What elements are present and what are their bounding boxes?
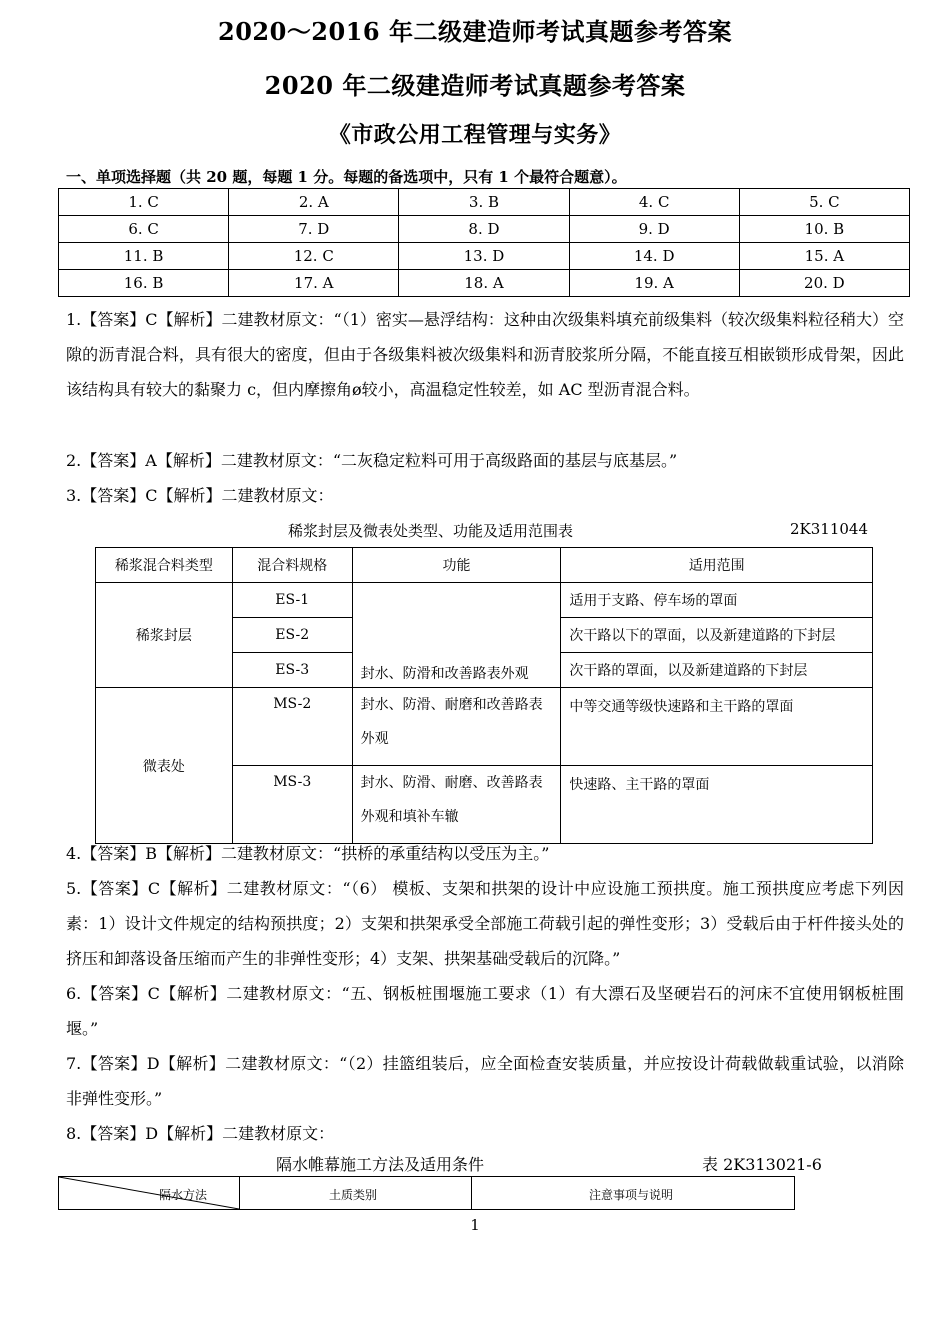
answer-cell: 3. B (399, 189, 569, 216)
scope-cell: 快速路、主干路的罩面 (561, 766, 873, 844)
column-divider (239, 1177, 240, 1209)
header-cell: 稀浆混合料类型 (96, 548, 233, 583)
spec-cell: ES-2 (232, 618, 352, 653)
table-header-row (96, 548, 873, 583)
sub-title: 2020 年二级建造师考试真题参考答案 (264, 71, 686, 100)
explanation-7: 7.【答案】D【解析】二建教材原文：“（2）挂篮组装后，应全面检查安装质量，并应按设计荷载做载重试验，以消除非弹性变形。” (66, 1054, 904, 1108)
slurry-seal-table (95, 547, 873, 844)
answer-row (59, 270, 910, 297)
explanation-3: 3.【答案】C【解析】二建教材原文： (66, 486, 334, 505)
answer-row (59, 243, 910, 270)
answer-cell: 10. B (739, 216, 909, 243)
explanation-8: 8.【答案】D【解析】二建教材原文： (66, 1124, 335, 1143)
explanation-5: 5.【答案】C【解析】二建教材原文：“（6） 模板、支架和拱架的设计中应设施工预拱度。施工预拱度应考虑下列因素：1）设计文件规定的结构预拱度；2）支架和拱架承受全部施工荷载引起的弹性变形；3）受载后由于杆件接头处的挤压和卸落设备压缩而产生的非弹性变形；4）支架、拱架基础受载后的沉降。” (66, 879, 904, 968)
header-cell: 功能 (352, 548, 561, 583)
answer-cell: 5. C (739, 189, 909, 216)
page-number: 1 (470, 1216, 480, 1234)
explanation-6: 6.【答案】C【解析】二建教材原文：“五、钢板桩围堰施工要求（1）有大漂石及坚硬岩石的河床不宜使用钢板桩围堰。” (66, 984, 904, 1038)
answer-cell: 11. B (59, 243, 229, 270)
answer-row (59, 189, 910, 216)
scope-cell: 中等交通等级快速路和主干路的罩面 (561, 688, 873, 766)
table2-code: 表 2K313021-6 (702, 1155, 822, 1174)
table-row (96, 583, 873, 618)
function-cell: 封水、防滑、耐磨、改善路表外观和填补车辙 (352, 766, 561, 844)
scope-cell: 适用于支路、停车场的罩面 (561, 583, 873, 618)
answer-cell: 4. C (569, 189, 739, 216)
answer-cell: 12. C (229, 243, 399, 270)
table-caption: 稀浆封层及微表处类型、功能及适用范围表 (288, 522, 574, 540)
answer-table (58, 188, 910, 297)
answer-cell: 13. D (399, 243, 569, 270)
diagonal-divider (59, 1177, 240, 1211)
scope-cell: 次干路的罩面，以及新建道路的下封层 (561, 653, 873, 688)
subject-title: 《市政公用工程管理与实务》 (328, 122, 622, 148)
answer-row (59, 216, 910, 243)
explanation-2: 2.【答案】A【解析】二建教材原文：“二灰稳定粒料可用于高级路面的基层与底基层。” (66, 451, 678, 470)
header-cell: 注意事项与说明 (589, 1188, 674, 1202)
table-row (96, 688, 873, 766)
answer-cell: 18. A (399, 270, 569, 297)
header-cell: 适用范围 (561, 548, 873, 583)
explanation-1: 1.【答案】C【解析】二建教材原文：“（1）密实—悬浮结构：这种由次级集料填充前级集料（较次级集料粒径稍大）空隙的沥青混合料，具有很大的密度，但由于各级集料被次级集料和沥青胶浆所分隔，不能直接互相嵌锁形成骨架，因此该结构具有较大的黏聚力 c，但内摩擦角ø较小，高温稳定性较差，如 AC 型沥青混合料。 (66, 310, 904, 399)
spec-cell: ES-1 (232, 583, 352, 618)
answer-cell: 16. B (59, 270, 229, 297)
header-cell: 隔水方法 (159, 1188, 208, 1202)
scope-cell: 次干路以下的罩面，以及新建道路的下封层 (561, 618, 873, 653)
answer-cell: 6. C (59, 216, 229, 243)
spec-cell: MS-3 (232, 766, 352, 844)
header-cell: 土质类别 (329, 1188, 378, 1202)
answer-cell: 20. D (739, 270, 909, 297)
main-title: 2020～2016 年二级建造师考试真题参考答案 (218, 17, 732, 46)
answer-cell: 15. A (739, 243, 909, 270)
spec-cell: ES-3 (232, 653, 352, 688)
answer-cell: 9. D (569, 216, 739, 243)
spec-cell: MS-2 (232, 688, 352, 766)
answer-cell: 19. A (569, 270, 739, 297)
group-cell: 稀浆封层 (96, 583, 233, 688)
table-code: 2K311044 (790, 520, 869, 538)
table2-caption: 隔水帷幕施工方法及适用条件 (276, 1155, 485, 1174)
answer-cell: 2. A (229, 189, 399, 216)
function-cell: 封水、防滑、耐磨和改善路表外观 (352, 688, 561, 766)
answer-cell: 1. C (59, 189, 229, 216)
header-cell: 混合料规格 (232, 548, 352, 583)
column-divider (471, 1177, 472, 1209)
function-cell: 封水、防滑和改善路表外观 (352, 583, 561, 688)
section-heading: 一、单项选择题（共 20 题，每题 1 分。每题的备选项中，只有 1 个最符合题意）。 (66, 168, 627, 186)
waterproof-curtain-table (58, 1176, 795, 1210)
group-cell: 微表处 (96, 688, 233, 844)
answer-cell: 8. D (399, 216, 569, 243)
answer-cell: 7. D (229, 216, 399, 243)
answer-cell: 14. D (569, 243, 739, 270)
explanation-4: 4.【答案】B【解析】二建教材原文：“拱桥的承重结构以受压为主。” (66, 844, 550, 863)
answer-cell: 17. A (229, 270, 399, 297)
